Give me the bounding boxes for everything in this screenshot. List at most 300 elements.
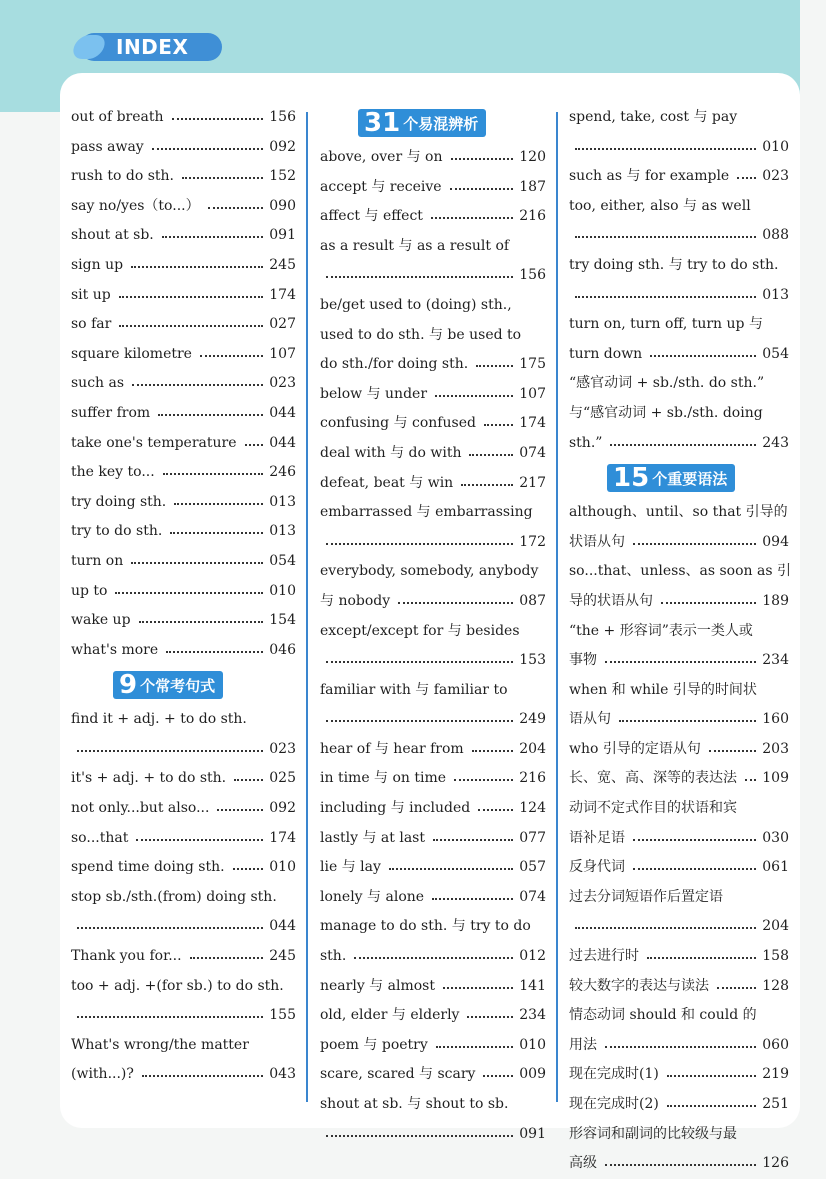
dot-leader [667,1105,756,1107]
entry-text: do sth./for doing sth. [320,356,469,373]
page-number: 107 [269,345,296,362]
entry-text: find it + adj. + to do sth. [71,711,247,728]
dot-leader [136,839,263,841]
dot-leader [443,987,513,989]
column-confusables [320,103,546,1149]
dot-leader [431,217,513,219]
page-number: 251 [762,1096,789,1112]
page-number: 092 [269,800,296,817]
entry-text: lastly 与 at last [320,829,425,846]
entry-text: except/except for 与 besides [320,622,520,639]
index-entry [71,399,296,429]
entry-text: try doing sth. [71,493,167,510]
entry-text: turn down [569,345,643,362]
index-entry [569,251,789,281]
entry-text: 高级 [569,1155,597,1172]
index-entry [320,617,546,647]
dot-leader [326,661,513,663]
index-entry [71,192,296,222]
entry-text: “the + 形容词”表示一类人或 [569,622,753,639]
dot-leader [451,158,513,160]
index-entry [320,587,546,617]
entry-text: spend, take, cost 与 pay [569,109,738,125]
entry-text: it's + adj. + to do sth. [71,770,227,787]
entry-text: lonely 与 alone [320,888,425,905]
dot-leader [433,839,513,841]
dot-leader [435,395,513,397]
page-number: 091 [519,1125,546,1142]
page-number: 175 [519,356,546,373]
page-number: 126 [762,1155,789,1172]
page-number: 094 [762,533,789,550]
index-entry [320,173,546,203]
entry-text: shout at sb. 与 shout to sb. [320,1096,509,1112]
entry-text: pass away [71,138,144,155]
index-entry [320,261,546,291]
dot-leader [605,661,756,663]
column-divider [556,112,558,1102]
dot-leader [172,118,263,120]
dot-leader [190,957,263,959]
entry-text: as a result 与 as a result of [320,237,510,254]
entry-text: accept 与 receive [320,178,442,195]
index-entry [569,369,789,399]
index-entry [569,794,789,824]
page-number: 234 [519,1007,546,1024]
dot-leader [162,236,263,238]
entry-text: such as 与 for example [569,168,730,185]
dot-leader [398,602,513,604]
entry-text: Thank you for... [71,948,182,965]
page-number: 092 [269,138,296,155]
index-entry [320,794,546,824]
dot-leader [77,750,263,752]
entry-text: 动词不定式作目的状语和宾 [569,800,737,817]
page-number: 216 [519,208,546,225]
index-entry [569,133,789,163]
dot-leader [77,1016,263,1018]
page-number: 087 [519,592,546,609]
page-number: 088 [762,227,789,244]
entry-text: embarrassed 与 embarrassing [320,504,533,521]
index-entry [569,1031,789,1061]
dot-leader [131,562,263,564]
dot-leader [245,444,263,446]
index-entry [569,162,789,192]
dot-leader [575,236,756,238]
page-number: 054 [269,552,296,569]
page-number: 141 [519,977,546,994]
dot-leader [132,384,263,386]
page-number: 044 [269,434,296,451]
entry-text: 情态动词 should 和 could 的 [569,1007,757,1024]
index-entry [320,528,546,558]
index-entry [320,942,546,972]
dot-leader [717,987,756,989]
entry-text: below 与 under [320,385,428,402]
index-entry [71,517,296,547]
section-count: 9 [119,670,138,701]
index-entry [569,528,789,558]
page-number: 156 [519,267,546,284]
page-number: 044 [269,918,296,935]
entry-text: the key to... [71,464,155,481]
index-entry [320,676,546,706]
page-number: 219 [762,1066,789,1083]
index-entry [71,912,296,942]
index-entry [71,221,296,251]
page-number: 155 [269,1007,296,1024]
index-entry [71,735,296,765]
index-entry [320,350,546,380]
entry-text: 反身代词 [569,859,625,876]
dot-leader [389,868,513,870]
index-entry [320,469,546,499]
index-entry [569,221,789,251]
index-entry [71,1031,296,1061]
entry-text: 长、宽、高、深等的表达法 [569,770,737,787]
page-number: 172 [519,533,546,550]
entry-text: 现在完成时(1) [569,1066,659,1083]
page-number: 158 [762,948,789,965]
dot-leader [208,207,263,209]
dot-leader [200,355,263,357]
entry-text: 与 nobody [320,592,391,609]
entry-text: so...that [71,829,129,846]
entry-text: above, over 与 on [320,149,443,165]
section-heading [569,458,789,498]
page-number: 013 [762,286,789,303]
page-number: 025 [269,770,296,787]
index-entry [320,1031,546,1061]
entry-text: (with...)? [71,1066,134,1083]
page-number: 234 [762,652,789,669]
index-entry [71,883,296,913]
index-entry [320,853,546,883]
index-entry [569,1090,789,1120]
dot-leader [610,444,756,446]
index-entry [320,291,546,321]
section-count: 15 [613,463,650,494]
dot-leader [483,1075,513,1077]
page-number: 090 [269,197,296,214]
entry-text: sth.” [569,434,603,451]
index-entry [320,380,546,410]
entry-text: 过去进行时 [569,948,639,965]
page-number: 120 [519,149,546,165]
entry-text: nearly 与 almost [320,977,435,994]
dot-leader [709,750,756,752]
entry-text: 过去分词短语作后置定语 [569,888,723,905]
dot-leader [139,621,263,623]
index-entry [320,764,546,794]
page-number: 009 [519,1066,546,1083]
page-number: 109 [762,770,789,787]
index-entry [71,251,296,281]
page-number: 204 [762,918,789,935]
page-number: 054 [762,345,789,362]
page-number: 043 [269,1066,296,1083]
entry-text: 导的状语从句 [569,592,653,609]
index-entry [569,912,789,942]
entry-text: too, either, also 与 as well [569,197,751,214]
page-number: 189 [762,592,789,609]
dot-leader [142,1075,263,1077]
index-entry [71,972,296,1002]
entry-text: although、until、so that 引导的 [569,504,788,521]
dot-leader [647,957,756,959]
entry-text: sign up [71,256,124,273]
index-entry [71,636,296,666]
index-entry [320,498,546,528]
index-entry [569,587,789,617]
dot-leader [163,473,263,475]
dot-leader [484,424,513,426]
entry-text: shout at sb. [71,227,154,244]
page-number: 249 [519,711,546,728]
index-entry [569,705,789,735]
dot-leader [326,720,513,722]
index-entry [71,103,296,133]
page-number: 107 [519,385,546,402]
dot-leader [233,868,263,870]
dot-leader [650,355,756,357]
entry-text: turn on, turn off, turn up 与 [569,316,763,333]
section-heading [71,665,296,705]
page-number: 174 [269,286,296,303]
page-number: 013 [269,493,296,510]
index-entry [569,340,789,370]
index-entry [71,340,296,370]
entry-text: square kilometre [71,345,192,362]
dot-leader [354,957,513,959]
page-number: 154 [269,612,296,629]
section-title: 个常考句式 [140,677,216,696]
page-number: 010 [519,1036,546,1053]
page-number: 174 [269,829,296,846]
page-number: 152 [269,168,296,185]
entry-text: sit up [71,286,111,303]
entry-text: defeat, beat 与 win [320,474,454,491]
entry-text: out of breath [71,109,164,125]
entry-text: try to do sth. [71,523,163,540]
dot-leader [454,779,513,781]
dot-leader [234,779,263,781]
page-number: 245 [269,948,296,965]
entry-text: scare, scared 与 scary [320,1066,476,1083]
dot-leader [745,779,756,781]
page-number: 012 [519,948,546,965]
dot-leader [472,750,513,752]
index-entry [320,202,546,232]
index-entry [569,1149,789,1179]
index-entry [569,281,789,311]
dot-leader [152,148,263,150]
dot-leader [450,188,513,190]
page-number: 013 [269,523,296,540]
entry-text: hear of 与 hear from [320,740,464,757]
entry-text: used to do sth. 与 be used to [320,326,522,343]
page-number: 217 [519,474,546,491]
entry-text: suffer from [71,404,151,421]
index-entry [71,310,296,340]
index-entry [569,192,789,222]
index-entry [71,577,296,607]
entry-text: say no/yes（to...） [71,197,200,214]
page-number: 243 [762,434,789,451]
entry-text: take one's temperature [71,434,237,451]
dot-leader [619,720,756,722]
index-entry [320,232,546,262]
page-number: 057 [519,859,546,876]
index-entry [71,606,296,636]
index-entry [320,972,546,1002]
entry-text: lie 与 lay [320,859,381,876]
index-entry [320,557,546,587]
page-number: 160 [762,711,789,728]
index-entry [71,705,296,735]
entry-text: What's wrong/the matter [71,1036,249,1053]
index-entry [71,853,296,883]
index-entry [320,1120,546,1150]
entry-text: rush to do sth. [71,168,174,185]
entry-text: spend time doing sth. [71,859,225,876]
entry-text: stop sb./sth.(from) doing sth. [71,888,277,905]
dot-leader [217,809,263,811]
dot-leader [119,325,263,327]
index-entry [569,676,789,706]
dot-leader [605,1164,756,1166]
index-entry [569,429,789,459]
entry-text: be/get used to (doing) sth., [320,296,512,313]
index-entry [569,735,789,765]
entry-text: sth. [320,948,347,965]
dot-leader [476,365,513,367]
page-number: 030 [762,829,789,846]
page-number: 061 [762,859,789,876]
index-entry [71,133,296,163]
entry-text: so far [71,316,112,333]
page-number: 091 [269,227,296,244]
index-entry [569,1060,789,1090]
entry-text: wake up [71,612,131,629]
dot-leader [326,543,513,545]
index-entry [320,646,546,676]
page-number: 246 [269,464,296,481]
column-phrases [71,103,296,1090]
dot-leader [661,602,756,604]
index-entry [569,498,789,528]
page-number: 023 [269,375,296,392]
index-entry [320,735,546,765]
index-entry [320,409,546,439]
index-entry [320,1090,546,1120]
dot-leader [575,927,756,929]
page-number: 074 [519,444,546,461]
index-entry [71,369,296,399]
index-entry [71,794,296,824]
entry-text: poem 与 poetry [320,1036,428,1053]
page-number: 010 [269,582,296,599]
dot-leader [174,503,263,505]
dot-leader [436,1046,513,1048]
page-number: 027 [269,316,296,333]
entry-text: 语补足语 [569,829,625,846]
index-entry [569,824,789,854]
page-number: 010 [762,138,789,155]
index-entry [569,1120,789,1150]
index-entry [569,103,789,133]
column-grammar [569,103,789,1179]
dot-leader [575,296,756,298]
page-number: 216 [519,770,546,787]
page-number: 204 [519,740,546,757]
dot-leader [633,839,756,841]
entry-text: 形容词和副词的比较级与最 [569,1125,737,1142]
index-entry [320,439,546,469]
index-entry [71,764,296,794]
page-number: 023 [269,740,296,757]
entry-text: not only...but also... [71,800,210,817]
column-divider [306,112,308,1102]
page-number: 153 [519,652,546,669]
dot-leader [575,148,756,150]
index-entry [71,162,296,192]
section-heading [320,103,546,143]
section-title: 个易混辨析 [403,115,479,133]
index-entry [71,547,296,577]
index-entry [71,488,296,518]
index-entry [320,883,546,913]
index-entry [320,321,546,351]
section-title: 个重要语法 [652,470,728,489]
dot-leader [432,898,513,900]
entry-text: 语从句 [569,711,611,728]
index-entry [71,1001,296,1031]
entry-text: everybody, somebody, anybody [320,563,539,580]
page-number: 174 [519,415,546,432]
entry-text: in time 与 on time [320,770,447,787]
entry-text: old, elder 与 elderly [320,1007,460,1024]
dot-leader [633,868,756,870]
entry-text: 与“感官动词 + sb./sth. doing [569,404,763,421]
index-entry [320,1060,546,1090]
entry-text: too + adj. +(for sb.) to do sth. [71,977,284,994]
page-number: 203 [762,740,789,757]
entry-text: familiar with 与 familiar to [320,681,508,698]
entry-text: deal with 与 do with [320,444,462,461]
entry-text: when 和 while 引导的时间状 [569,681,757,698]
index-entry [569,883,789,913]
index-entry [569,557,789,587]
index-entry [569,1001,789,1031]
index-entry [569,646,789,676]
entry-text: manage to do sth. 与 try to do [320,918,531,935]
dot-leader [119,296,263,298]
index-entry [320,705,546,735]
page-number: 077 [519,829,546,846]
entry-text: try doing sth. 与 try to do sth. [569,256,779,273]
index-entry [569,399,789,429]
dot-leader [182,177,263,179]
entry-text: 状语从句 [569,533,625,550]
entry-text: 用法 [569,1036,597,1053]
entry-text: 事物 [569,652,597,669]
page-number: 044 [269,404,296,421]
index-entry [71,824,296,854]
index-entry [320,912,546,942]
dot-leader [158,414,263,416]
